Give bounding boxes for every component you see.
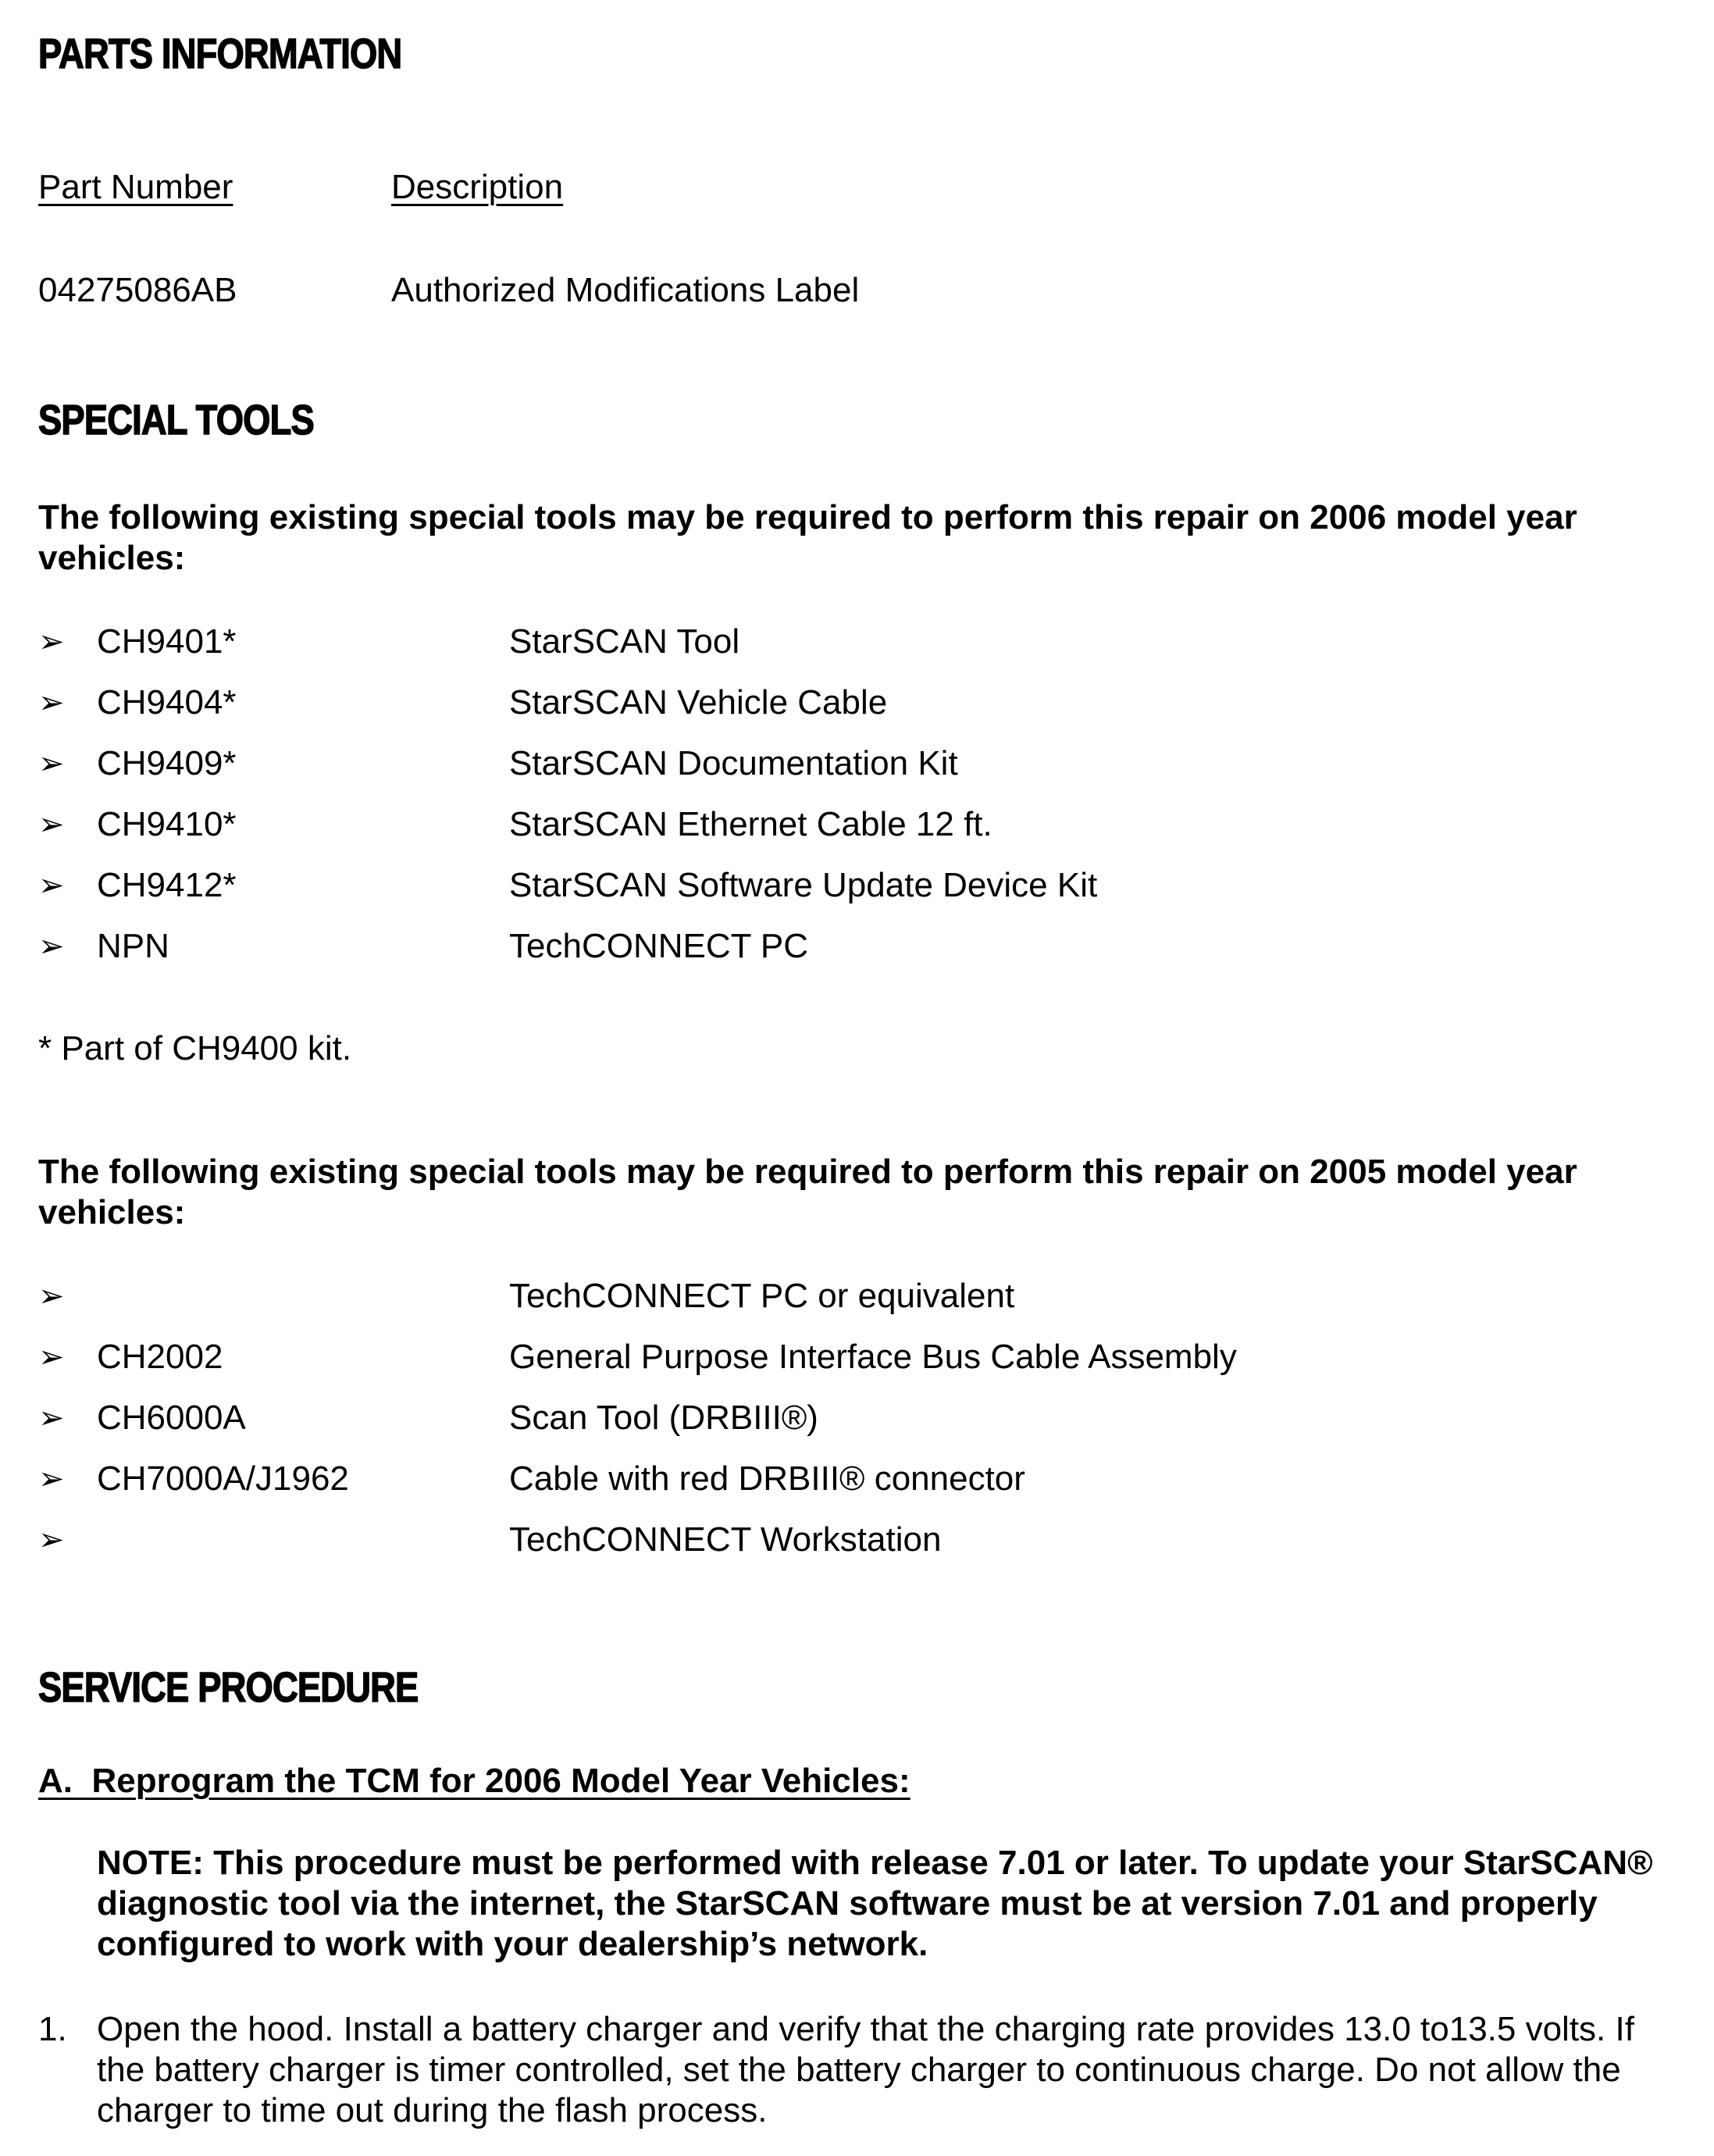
tool-name: StarSCAN Software Update Device Kit: [509, 866, 1098, 904]
list-bullet-icon: ➢: [38, 686, 65, 720]
tools-2006-intro: The following existing special tools may be required to perform this repair on 2006 model year vehicles:: [38, 498, 1577, 577]
tool-name: Cable with red DRBIII® connector: [509, 1459, 1025, 1498]
description-column-header: Description: [391, 168, 564, 206]
part-description-cell: Authorized Modifications Label: [391, 271, 860, 309]
tool-name: StarSCAN Vehicle Cable: [509, 683, 888, 722]
part-number-cell: 04275086AB: [38, 271, 237, 309]
step-text: Open the hood. Install a battery charger and verify that the charging rate provides 13.0 to13.5 volts. If the battery charger is timer controlled, set the battery charger to continuous charge. Do not allow the charger to time out during the flash process.: [97, 2010, 1634, 2129]
tool-name: TechCONNECT PC or equivalent: [509, 1277, 1015, 1315]
tool-code: CH2002: [97, 1338, 223, 1376]
list-bullet-icon: ➢: [38, 929, 65, 964]
service-procedure-heading: SERVICE PROCEDURE: [38, 1664, 419, 1711]
list-bullet-icon: ➢: [38, 747, 65, 781]
list-bullet-icon: ➢: [38, 1340, 65, 1374]
tool-name: StarSCAN Ethernet Cable 12 ft.: [509, 805, 992, 843]
list-bullet-icon: ➢: [38, 625, 65, 659]
list-bullet-icon: ➢: [38, 1401, 65, 1435]
list-bullet-icon: ➢: [38, 1462, 65, 1496]
tool-code: CH6000A: [97, 1399, 246, 1437]
tool-name: TechCONNECT PC: [509, 927, 809, 965]
tool-code: CH9410*: [97, 805, 237, 843]
tool-code: CH9412*: [97, 866, 237, 904]
procedure-note: NOTE: This procedure must be performed with release 7.01 or later. To update your StarSCAN® diagnostic tool via the internet, the StarSCAN software must be at version 7.01 and properly configured to work with your dealership’s network.: [97, 1844, 1653, 1963]
part-number-column-header: Part Number: [38, 168, 233, 206]
tool-name: Scan Tool (DRBIII®): [509, 1399, 818, 1437]
tool-name: StarSCAN Documentation Kit: [509, 744, 958, 782]
tool-code: CH9404*: [97, 683, 237, 722]
list-bullet-icon: ➢: [38, 868, 65, 903]
list-bullet-icon: ➢: [38, 1523, 65, 1557]
section-a-title: A. Reprogram the TCM for 2006 Model Year Vehicles:: [38, 1762, 910, 1800]
list-bullet-icon: ➢: [38, 807, 65, 842]
tool-name: StarSCAN Tool: [509, 622, 740, 661]
tools-footnote: * Part of CH9400 kit.: [38, 1029, 352, 1067]
list-bullet-icon: ➢: [38, 1279, 65, 1313]
special-tools-heading: SPECIAL TOOLS: [38, 397, 314, 444]
tools-2005-intro: The following existing special tools may be required to perform this repair on 2005 model year vehicles:: [38, 1153, 1577, 1231]
step-number: 1.: [38, 2010, 67, 2048]
tool-code: NPN: [97, 927, 169, 965]
parts-information-heading: PARTS INFORMATION: [38, 30, 402, 77]
tool-name: General Purpose Interface Bus Cable Assembly: [509, 1338, 1237, 1376]
tool-code: CH9401*: [97, 622, 237, 661]
tool-code: CH7000A/J1962: [97, 1459, 349, 1498]
tool-name: TechCONNECT Workstation: [509, 1520, 942, 1559]
tool-code: CH9409*: [97, 744, 237, 782]
